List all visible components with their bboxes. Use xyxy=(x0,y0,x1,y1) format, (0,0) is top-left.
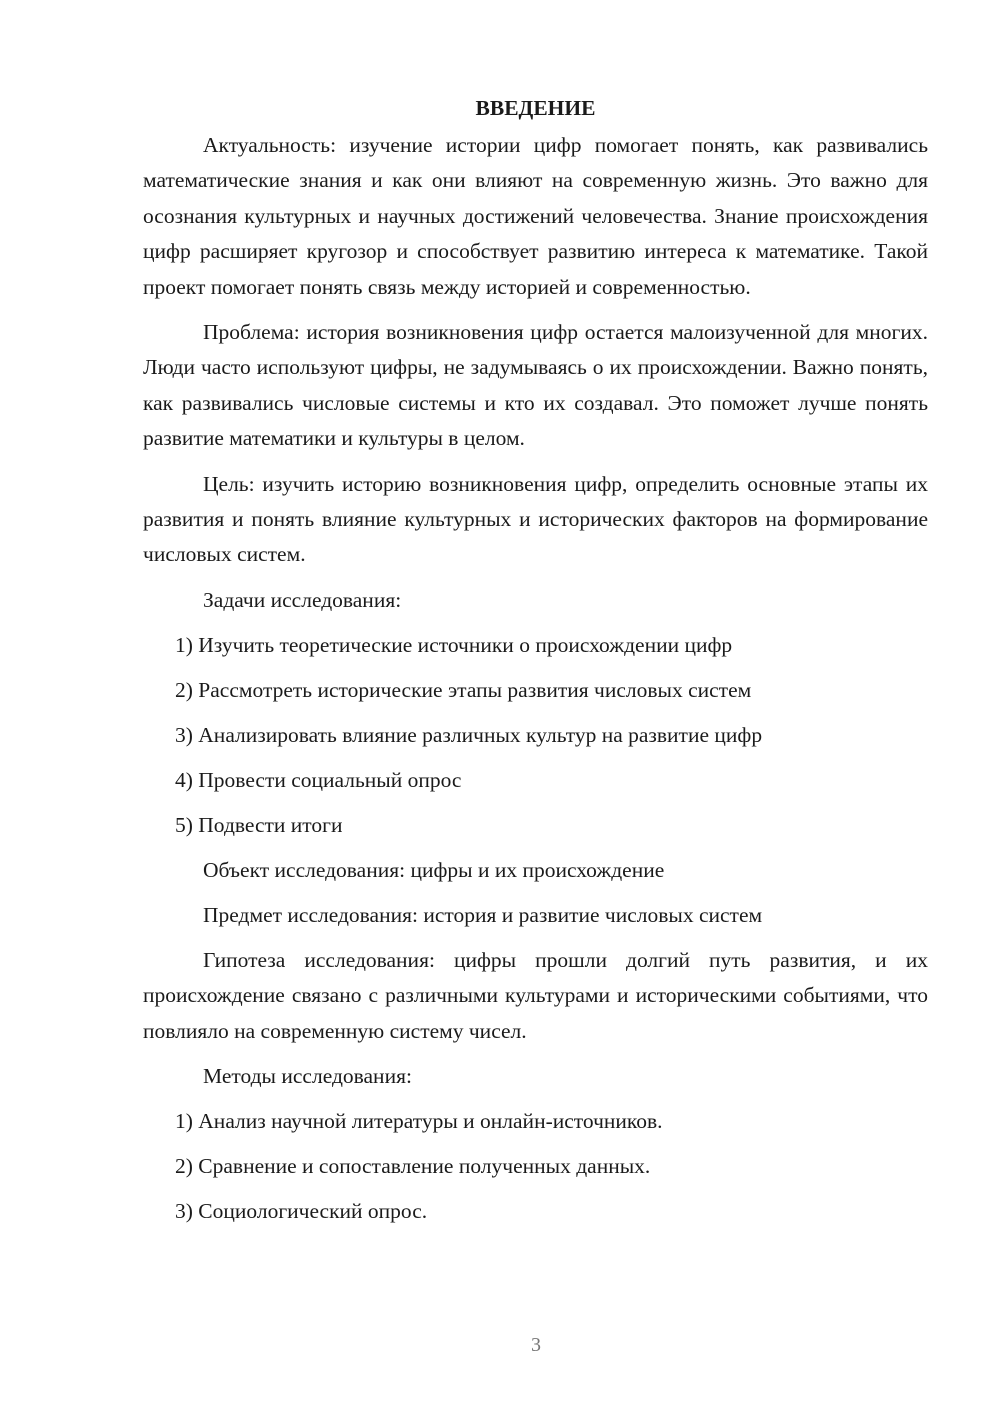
list-item: 1) Анализ научной литературы и онлайн-источников. xyxy=(175,1109,663,1134)
subject-line: Предмет исследования: история и развитие числовых систем xyxy=(203,902,763,927)
list-item: 3) Анализировать влияние различных культур на развитие цифр xyxy=(175,722,763,747)
list-item: 5) Подвести итоги xyxy=(175,812,343,837)
tasks-list xyxy=(143,628,928,843)
page-number: 3 xyxy=(531,1334,541,1356)
hypothesis-paragraph: Гипотеза исследования: цифры прошли долгий путь развития, и их происхождение связано с различными культурами и историческими событиями, что повлияло на современную систему чисел. xyxy=(143,947,928,1043)
list-item: 4) Провести социальный опрос xyxy=(175,767,462,792)
list-item: 2) Сравнение и сопоставление полученных данных. xyxy=(175,1154,651,1179)
object-line: Объект исследования: цифры и их происхождение xyxy=(203,857,665,882)
list-item: 3) Социологический опрос. xyxy=(175,1199,428,1224)
methods-list xyxy=(143,1104,928,1229)
list-item: 2) Рассмотреть исторические этапы развития числовых систем xyxy=(175,677,752,702)
list-item: 1) Изучить теоретические источники о происхождении цифр xyxy=(175,632,733,657)
section-title: ВВЕДЕНИЕ xyxy=(475,96,596,120)
problem-paragraph: Проблема: история возникновения цифр остается малоизученной для многих. Люди часто используют цифры, не задумываясь о их происхождении. Важно понять, как развивались числовые системы и кто их создавал. Это поможет лучше понять развитие математики и культуры в целом. xyxy=(143,320,928,451)
tasks-heading: Задачи исследования: xyxy=(203,587,402,612)
goal-paragraph: Цель: изучить историю возникновения цифр, определить основные этапы их развития и понять влияние культурных и исторических факторов на формирование числовых систем. xyxy=(143,471,928,567)
document-page xyxy=(143,92,928,1239)
relevance-paragraph: Актуальность: изучение истории цифр помогает понять, как развивались математические знания и как они влияют на современную жизнь. Это важно для осознания культурных и научных достижений человечества. Знание происхождения цифр расширяет кругозор и способствует развитию интереса к математике. Такой проект помогает понять связь между историей и современностью. xyxy=(143,133,928,299)
methods-heading: Методы исследования: xyxy=(203,1064,412,1089)
